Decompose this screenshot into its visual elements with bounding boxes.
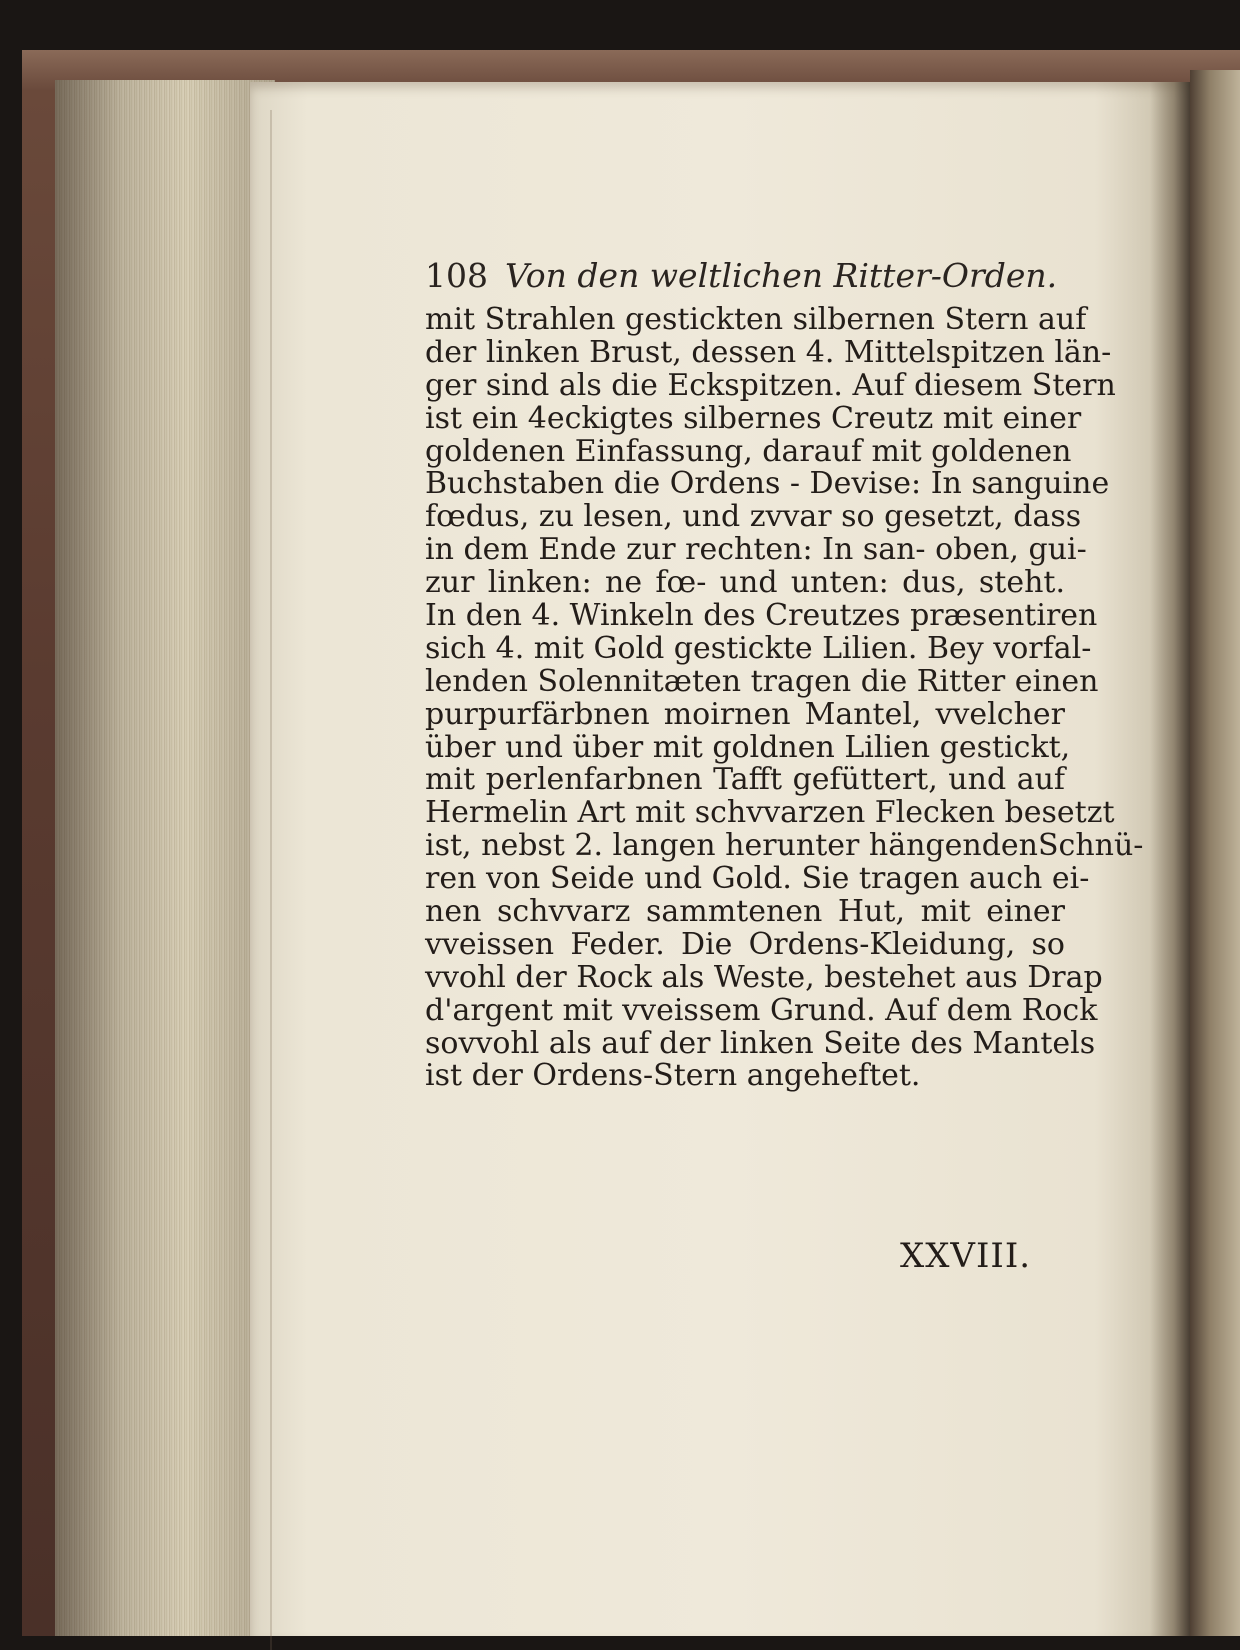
text-line: vveissen Feder. Die Ordens-Kleidung, so — [425, 926, 1065, 962]
text-line: ist der Ordens-Stern angeheftet. — [425, 1058, 921, 1094]
text-line: zur linken: ne fœ- und unten: dus, steht. — [425, 565, 1065, 601]
text-line: ren von Seide und Gold. Sie tragen auch ei- — [425, 861, 1090, 897]
text-line: ger sind als die Eckspitzen. Auf diesem Stern — [425, 367, 1116, 403]
page-number: 108 — [425, 256, 488, 295]
text-line: In den 4. Winkeln des Creutzes præsentiren — [425, 598, 1098, 634]
catchword: XXVIII. — [900, 1236, 1032, 1276]
text-line: purpurfärbnen moirnen Mantel, vvelcher — [425, 696, 1065, 732]
text-line: in dem Ende zur rechten: In san- oben, gui- — [425, 532, 1087, 568]
text-line: mit Strahlen gestickten silbernen Stern auf — [425, 302, 1087, 337]
text-line: Buchstaben die Ordens - Devise: In sanguine — [425, 466, 1110, 502]
text-line: lenden Solennitæten tragen die Ritter einen — [425, 663, 1099, 699]
text-line: sich 4. mit Gold gestickte Lilien. Bey vorfal- — [425, 630, 1092, 666]
running-header — [425, 256, 1065, 295]
text-line: Hermelin Art mit schvvarzen Flecken besetzt — [425, 795, 1115, 831]
text-line: d'argent mit vveissem Grund. Auf dem Rock — [425, 992, 1098, 1028]
page-gutter — [1150, 82, 1190, 1636]
text-line: fœdus, zu lesen, und zvvar so gesetzt, dass — [425, 499, 1082, 535]
text-line: der linken Brust, dessen 4. Mittelspitzen län- — [425, 334, 1112, 370]
facing-page-edge — [1190, 70, 1240, 1636]
page-stack-shadow — [55, 80, 275, 1636]
text-line: sovvohl als auf der linken Seite des Mantels — [425, 1025, 1096, 1061]
text-line: ist, nebst 2. langen herunter hängendenSchnü- — [425, 828, 1144, 864]
page-edge-line — [270, 110, 272, 1650]
text-line: goldenen Einfassung, darauf mit goldenen — [425, 433, 1072, 469]
body-text — [425, 302, 1144, 1094]
text-line: nen schvvarz sammtenen Hut, mit einer — [425, 894, 1065, 930]
text-line: vvohl der Rock als Weste, bestehet aus Drap — [425, 959, 1103, 995]
text-line: ist ein 4eckigtes silbernes Creutz mit einer — [425, 400, 1082, 436]
running-head-title: Von den weltlichen Ritter-Orden. — [505, 256, 1058, 295]
text-line: über und über mit goldnen Lilien gestickt, — [425, 729, 1071, 765]
text-line: mit perlenfarbnen Tafft gefüttert, und auf — [425, 762, 1065, 798]
